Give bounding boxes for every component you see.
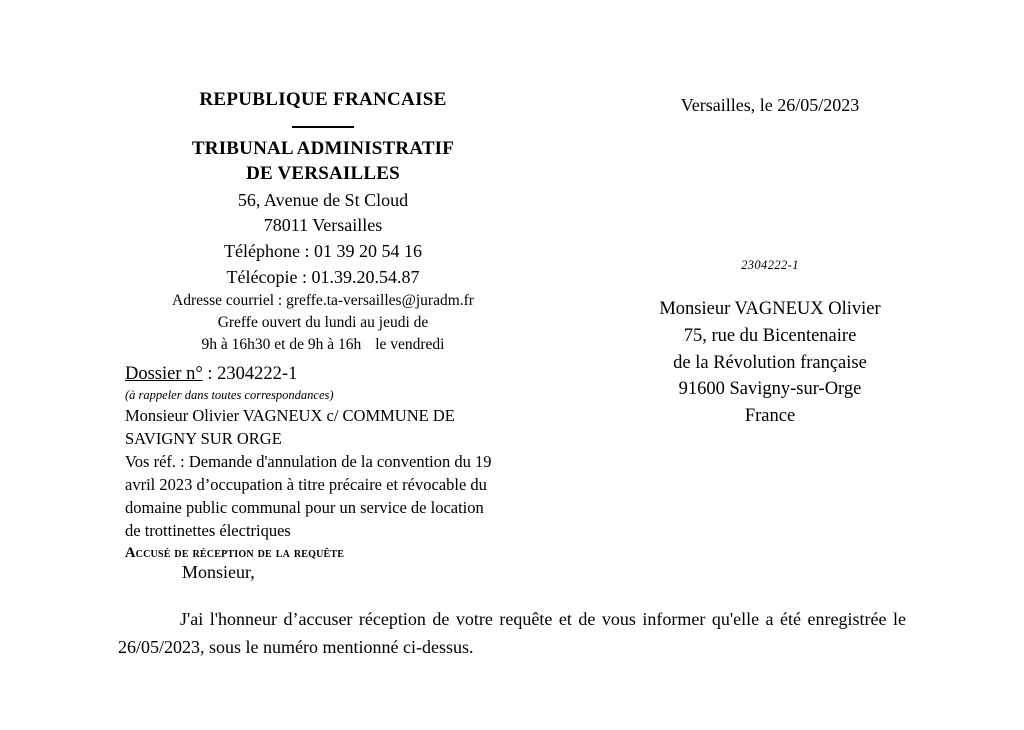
republic-heading: REPUBLIQUE FRANCAISE bbox=[199, 89, 447, 110]
letterhead-fax: Télécopie : 01.39.20.54.87 bbox=[226, 266, 420, 287]
dossier-note: (à rappeler dans toutes correspondances) bbox=[125, 388, 334, 403]
your-reference-line-2: avril 2023 d’occupation à titre précaire et révocable du bbox=[125, 474, 487, 494]
recipient-street-line2: de la Révolution française bbox=[673, 352, 867, 373]
your-reference-line-1: Vos réf. : Demande d'annulation de la convention du 19 bbox=[125, 451, 492, 471]
letterhead-street: 56, Avenue de St Cloud bbox=[237, 189, 409, 210]
letterhead-phone: Téléphone : 01 39 20 54 16 bbox=[224, 241, 422, 261]
tribunal-name-line1: TRIBUNAL ADMINISTRATIF bbox=[191, 137, 455, 159]
letterhead-email: Adresse courriel : greffe.ta-versailles@juradm.fr bbox=[172, 292, 474, 310]
recipient-reference-number: 2304222-1 bbox=[741, 258, 799, 272]
your-reference-line-3: domaine public communal pour un service de location bbox=[125, 497, 484, 517]
subject-line: Accusé de réception de la requête bbox=[125, 544, 345, 561]
recipient-name: Monsieur VAGNEUX Olivier bbox=[659, 299, 881, 319]
hours-weekday-range: 9h à 16h30 et de 9h à 16h bbox=[201, 336, 362, 354]
recipient-country: France bbox=[744, 406, 796, 427]
dossier-number: : 2304222-1 bbox=[202, 364, 298, 384]
letterhead-block bbox=[118, 88, 528, 356]
body-paragraph: J'ai l'honneur d’accuser réception de votre requête et de vous informer qu'elle a été enregistrée le 26/05/2023, sous le numéro mentionné ci-dessus. bbox=[118, 609, 906, 657]
dossier-label: Dossier n° bbox=[125, 364, 203, 384]
your-reference-line-4: de trottinettes électriques bbox=[125, 520, 291, 540]
dossier-block bbox=[125, 362, 525, 562]
parties-line-2: SAVIGNY SUR ORGE bbox=[125, 428, 282, 448]
letterhead-hours-line1: Greffe ouvert du lundi au jeudi de bbox=[217, 314, 429, 332]
dossier-number-line bbox=[125, 362, 525, 386]
recipient-address-block bbox=[600, 296, 940, 430]
tribunal-name-line2: DE VERSAILLES bbox=[246, 162, 400, 184]
recipient-street-line1: 75, rue du Bicentenaire bbox=[683, 325, 857, 346]
letterhead-hours-line2 bbox=[118, 334, 528, 356]
letterhead-city: 78011 Versailles bbox=[263, 215, 383, 236]
recipient-postal-city: 91600 Savigny-sur-Orge bbox=[678, 379, 862, 400]
header-divider-rule bbox=[292, 126, 354, 128]
parties-line-1: Monsieur Olivier VAGNEUX c/ COMMUNE DE bbox=[125, 405, 455, 425]
salutation: Monsieur, bbox=[182, 562, 255, 582]
hours-friday: le vendredi bbox=[375, 336, 445, 354]
place-and-date: Versailles, le 26/05/2023 bbox=[680, 95, 860, 115]
